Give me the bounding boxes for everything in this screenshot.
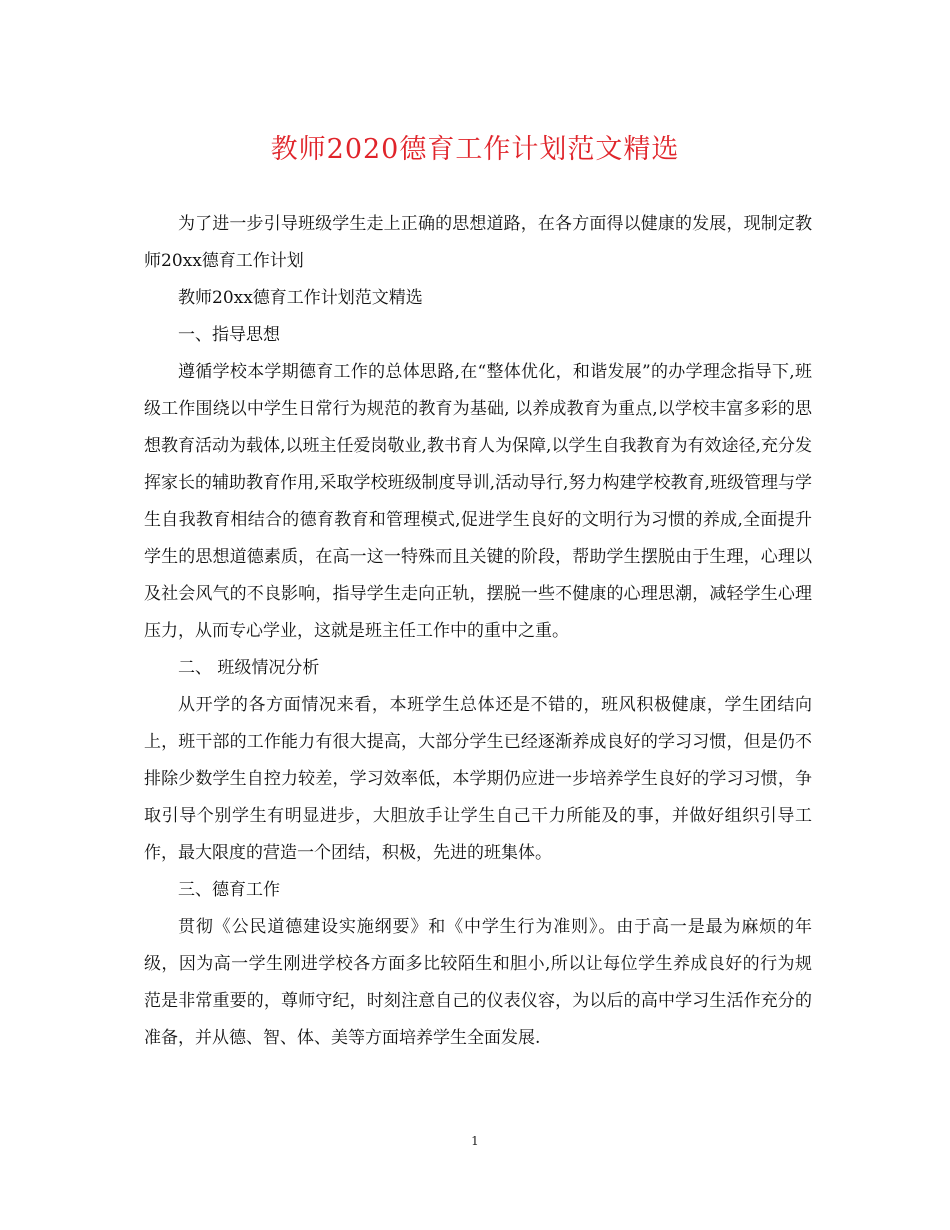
document-title: 教师2020德育工作计划范文精选 (270, 134, 680, 165)
class-analysis-paragraph: 从开学的各方面情况来看，本班学生总体还是不错的，班风积极健康，学生团结向上，班干部的工作能力有很大提高，大部分学生已经逐渐养成良好的学习习惯，但是仍不排除少数学生自控力较差，学习效率低，本学期仍应进一步培养学生良好的学习习惯，争取引导个别学生有明显进步，大胆放手让学生自己干力所能及的事，并做好组织引导工作，最大限度的营造一个团结，积极，先进的班集体。 (144, 695, 812, 863)
document-body (144, 206, 812, 1057)
section-heading-moral-work: 三、德育工作 (178, 880, 280, 900)
subtitle-paragraph: 教师20xx德育工作计划范文精选 (178, 288, 423, 308)
page-number: 1 (471, 1134, 479, 1148)
guiding-ideology-paragraph: 遵循学校本学期德育工作的总体思路,在“整体优化，和谐发展”的办学理念指导下,班级工作围绕以中学生日常行为规范的教育为基础, 以养成教育为重点,以学校丰富多彩的思想教育活动为载体,以班主任爱岗敬业,教书育人为保障,以学生自我教育为有效途径,充分发挥家长的辅助教育作用,采取学校班级制度导训,活动导行,努力构建学校教育,班级管理与学生自我教育相结合的德育教育和管理模式,促进学生良好的文明行为习惯的养成,全面提升学生的思想道德素质，在高一这一特殊而且关键的阶段，帮助学生摆脱由于生理，心理以及社会风气的不良影响，指导学生走向正轨，摆脱一些不健康的心理思潮，减轻学生心理压力，从而专心学业，这就是班主任工作中的重中之重。 (144, 362, 812, 641)
moral-work-paragraph: 贯彻《公民道德建设实施纲要》和《中学生行为准则》。由于高一是最为麻烦的年级，因为高一学生刚进学校各方面多比较陌生和胆小,所以让每位学生养成良好的行为规范是非常重要的，尊师守纪，时刻注意自己的仪表仪容，为以后的高中学习生活作充分的准备，并从德、智、体、美等方面培养学生全面发展. (144, 917, 812, 1048)
section-heading-guiding-ideology: 一、指导思想 (178, 325, 280, 345)
intro-paragraph: 为了进一步引导班级学生走上正确的思想道路，在各方面得以健康的发展，现制定教师20xx德育工作计划 (144, 214, 812, 271)
section-heading-class-analysis: 二、 班级情况分析 (178, 658, 320, 678)
